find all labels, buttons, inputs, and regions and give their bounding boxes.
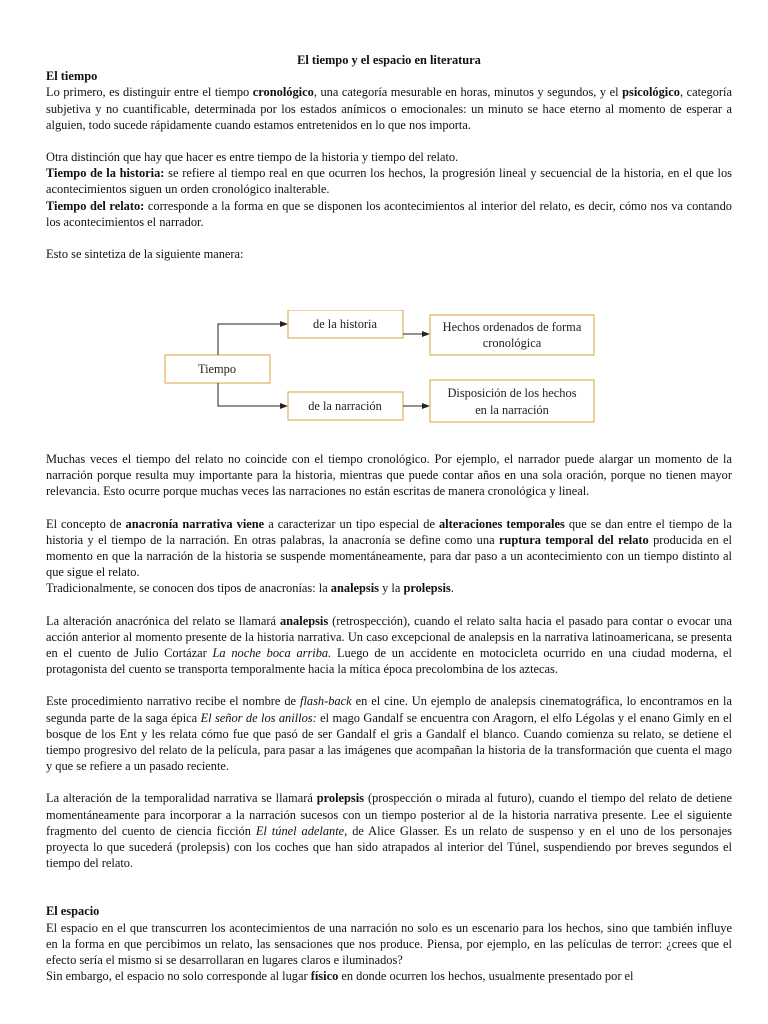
diagram-arrow-bottom <box>280 403 288 409</box>
document-body-top <box>46 52 732 262</box>
paragraph-anacronia: El concepto de anacronía narrativa viene a caracterizar un tipo especial de alteraciones temporales que se dan entre el tiempo de la historia y el tiempo de la narración. En otras palabras, la anacronía se define como una ruptura temporal del relato producida en el momento en que la narración de la historia se suspende momentáneamente, para dar paso a un acontecimiento con un tiempo distinto al que sigue el relato. <box>46 516 732 580</box>
paragraph-tiempo-relato: Tiempo del relato: corresponde a la forma en que se disponen los acontecimientos al interior del relato, es decir, cómo nos va contando los acontecimientos el narrador. <box>46 198 732 229</box>
paragraph-tiempo-historia: Tiempo de la historia: se refiere al tiempo real en que ocurren los hechos, la progresión lineal y secuencial de la historia, en el que los acontecimientos siguen un orden cronológico inalterable. <box>46 166 732 197</box>
section-heading-espacio: El espacio <box>46 904 100 919</box>
diagram-branch-historia-label: de la historia <box>313 317 377 331</box>
paragraph-flash-back: Este procedimiento narrativo recibe el nombre de flash-back en el cine. Un ejemplo de analepsis cinematográfica, lo encontramos en la segunda parte de la saga épica El señor de los anillos: el mago Gandalf se encuentra con Aragorn, el elfo Légolas y el enano Gimly en el bosque de los Ent y les relata cómo fue que pasó de ser Gandalf el gris a Gandalf el blanco. Cuando comienza su relato, se detiene el tiempo progresivo del relato de la película, para pasar a las imágenes que acompañan la historia de la transformación que cuenta el mago y que se refiere a un pasado reciente. <box>46 694 733 774</box>
diagram-result-narracion-line1: Disposición de los hechos <box>447 386 577 400</box>
paragraph-analepsis: La alteración anacrónica del relato se llamará analepsis (retrospección), cuando el relato salta hacia el pasado para contar o evocar una acción anterior al momento presente de la historia narrativa. Un caso excepcional de analepsis en la narrativa latinoamericana, se presenta en el cuento de Julio Cortázar La noche boca arriba. Luego de un accidente en motocicleta ocurrido en una ciudad moderna, el protagonista del cuento se transporta temporalmente hacia la mítica época precolombina de los aztecas. <box>46 613 732 677</box>
diagram-arrow-right-bottom <box>422 403 430 409</box>
diagram-connector-bottom <box>218 383 280 406</box>
document-title: El tiempo y el espacio en literatura <box>297 53 481 67</box>
paragraph-tipos-anacronias: Tradicionalmente, se conocen dos tipos de anacronías: la analepsis y la prolepsis. <box>46 581 454 596</box>
diagram-result-narracion-line2: en la narración <box>475 403 549 417</box>
diagram-root-label: Tiempo <box>197 362 237 376</box>
diagram-result-historia-line2: cronológica <box>482 336 542 350</box>
paragraph-prolepsis: La alteración de la temporalidad narrativa se llamará prolepsis (prospección o mirada al futuro), cuando el tiempo del relato de detiene momentáneamente para incorporar a la narración sucesos con un tiempo posterior al de la historia narrativa presente. Lee el siguiente fragmento del cuento de ciencia ficción El túnel adelante, de Alice Glasser. Es un relato de suspenso y en el uno de los personajes proyecta lo que sucederá (prolepsis) con los coches que han sido atrapados al interior del Túnel, suspendiendo por breves segundos el tiempo del relato. <box>46 791 732 871</box>
paragraph-tiempo-cronologico: Lo primero, es distinguir entre el tiempo cronológico, una categoría mesurable en horas, minutos y segundos, y el psicológico, categoría subjetiva y no cuantificable, determinada por los estados anímicos o emocionales: un minuto se hace eterno al momento de esperar a alguien, todo sucede rápidamente cuando estamos entretenidos en lo que nos importa. <box>46 85 732 132</box>
paragraph-tiempo-relato-cronologico: Muchas veces el tiempo del relato no coincide con el tiempo cronológico. Por ejemplo, el narrador puede alargar un momento de la narración porque resulta muy importante para la historia, mientras que puede contar años en una sola oración, porque no tienen mayor relevancia. Esto ocurre porque muchas veces las narraciones no están escritas de manera cronológica y lineal. <box>46 452 732 499</box>
diagram-connector-top <box>218 324 280 355</box>
diagram-arrow-right-top <box>422 331 430 337</box>
diagram-branch-narracion-label: de la narración <box>308 399 382 413</box>
section-heading-tiempo: El tiempo <box>46 69 98 84</box>
diagram-arrow-top <box>280 321 288 327</box>
paragraph-espacio-fisico: Sin embargo, el espacio no solo corresponde al lugar físico en donde ocurren los hechos, usualmente presentado por el <box>46 969 634 984</box>
paragraph-distincion: Otra distinción que hay que hacer es entre tiempo de la historia y tiempo del relato. <box>46 150 459 165</box>
diagram-result-historia-line1: Hechos ordenados de forma <box>442 320 582 334</box>
paragraph-sintesis: Esto se sintetiza de la siguiente manera: <box>46 247 244 262</box>
document-body-bottom <box>46 451 732 984</box>
time-diagram <box>160 310 620 430</box>
paragraph-espacio: El espacio en el que transcurren los acontecimientos de una narración no solo es un escenario para los hechos, sino que también influye en la forma en que percibimos un relato, las sensaciones que nos produce. Piensa, por ejemplo, en las películas de terror: ¿crees que el efecto sería el mismo si se desarrollaran en lugares claros e iluminados? <box>46 920 732 968</box>
